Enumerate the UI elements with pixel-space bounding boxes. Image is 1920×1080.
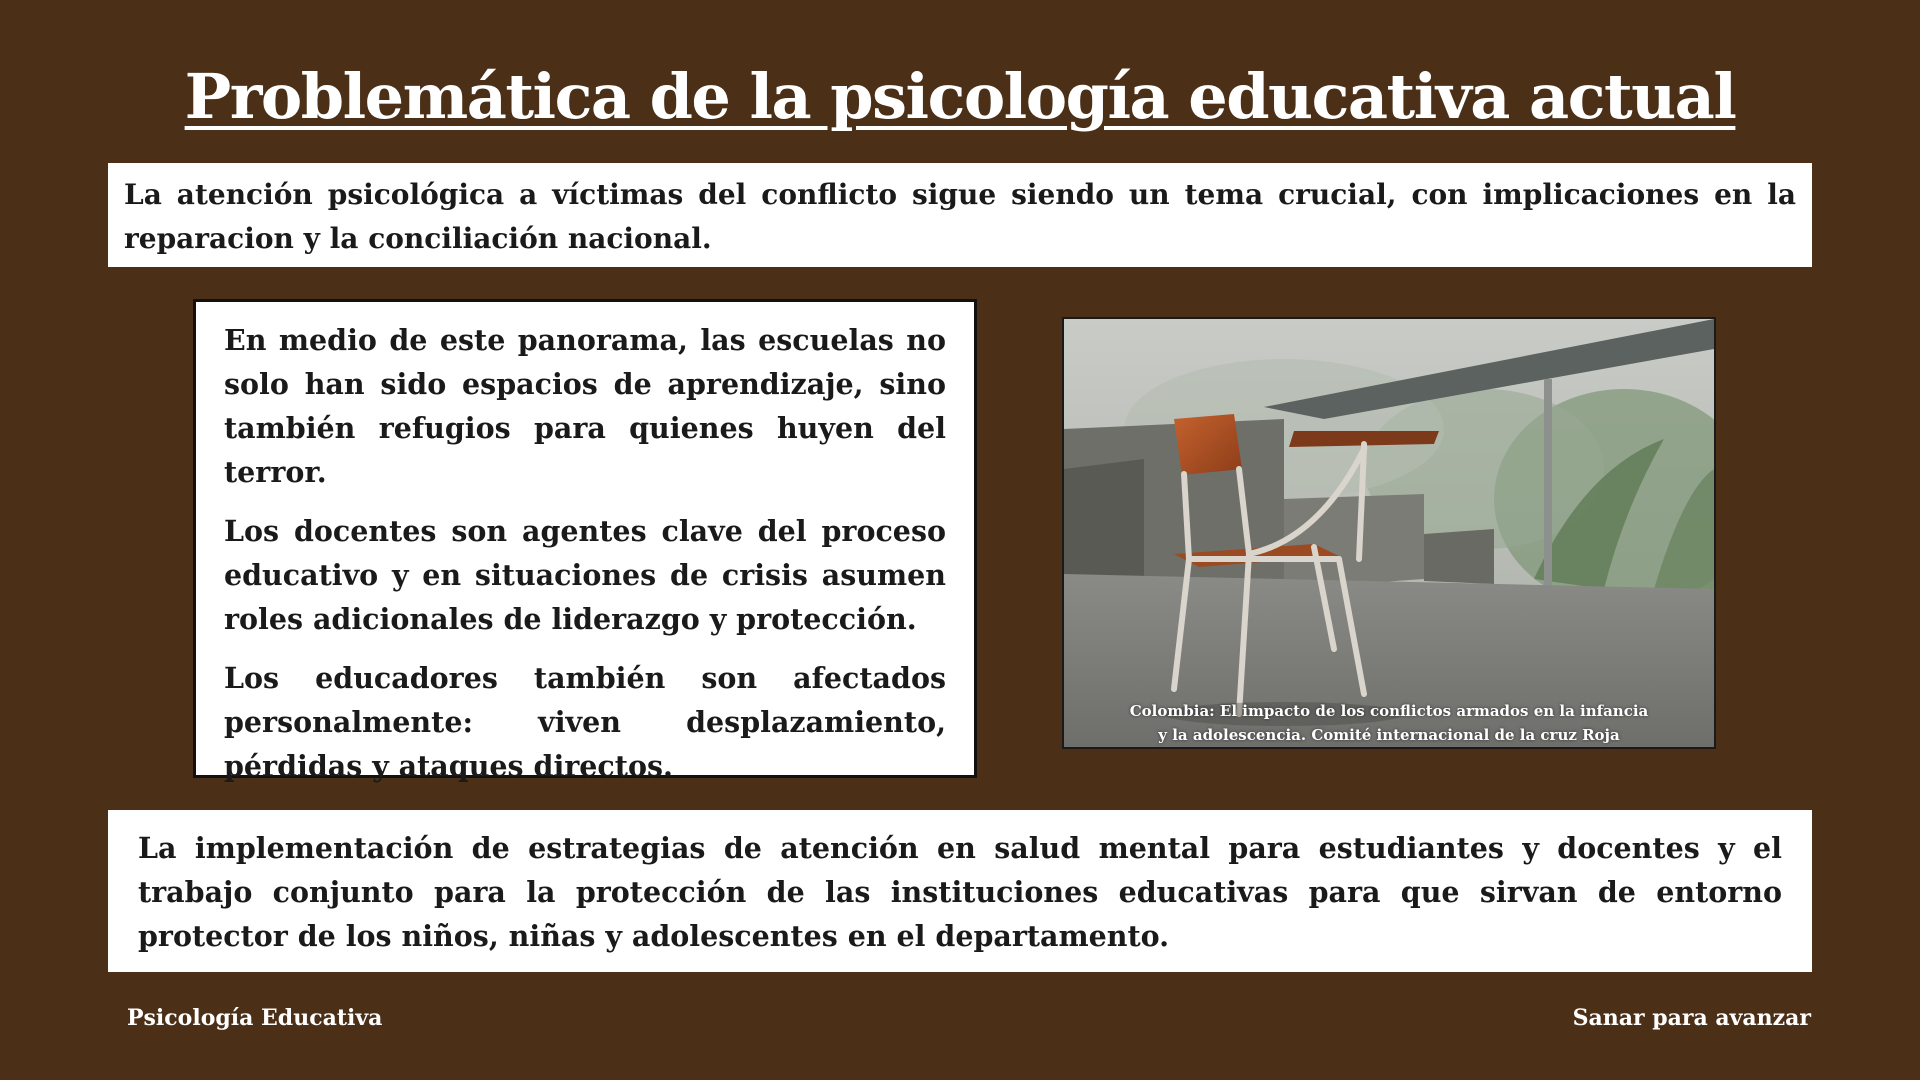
chair-photo-illustration [1064,319,1714,747]
paragraph-teachers: Los docentes son agentes clave del proceso educativo y en situaciones de crisis asumen roles adicionales de liderazgo y protección. [224,514,946,636]
intro-text: La atención psicológica a víctimas del conflicto sigue siendo un tema crucial, con implicaciones en la reparacion y la conciliación nacional. [124,178,1796,255]
paragraph-schools: En medio de este panorama, las escuelas no solo han sido espacios de aprendizaje, sino también refugios para quienes huyen del terror. [224,323,946,489]
slide-title: Problemática de la psicología educativa actual [184,60,1736,133]
photo-caption: Colombia: El impacto de los conflictos armados en la infancia y la adolescencia. Comité internacional de la cruz Roja [1129,702,1649,744]
conclusion-box [108,810,1812,972]
classroom-chair-photo [1062,317,1716,749]
paragraph-educators: Los educadores también son afectados personalmente: viven desplazamiento, pérdidas y ataques directos. [224,661,946,783]
content-box [193,299,977,783]
conclusion-text: La implementación de estrategias de atención en salud mental para estudiantes y docentes y el trabajo conjunto para la protección de las instituciones educativas para que sirvan de entorno protector de los niños, niñas y adolescentes en el departamento. [138,831,1782,953]
footer-course-name: Psicología Educativa [127,1005,383,1031]
intro-box [108,163,1812,267]
footer-slogan: Sanar para avanzar [1572,1005,1811,1031]
